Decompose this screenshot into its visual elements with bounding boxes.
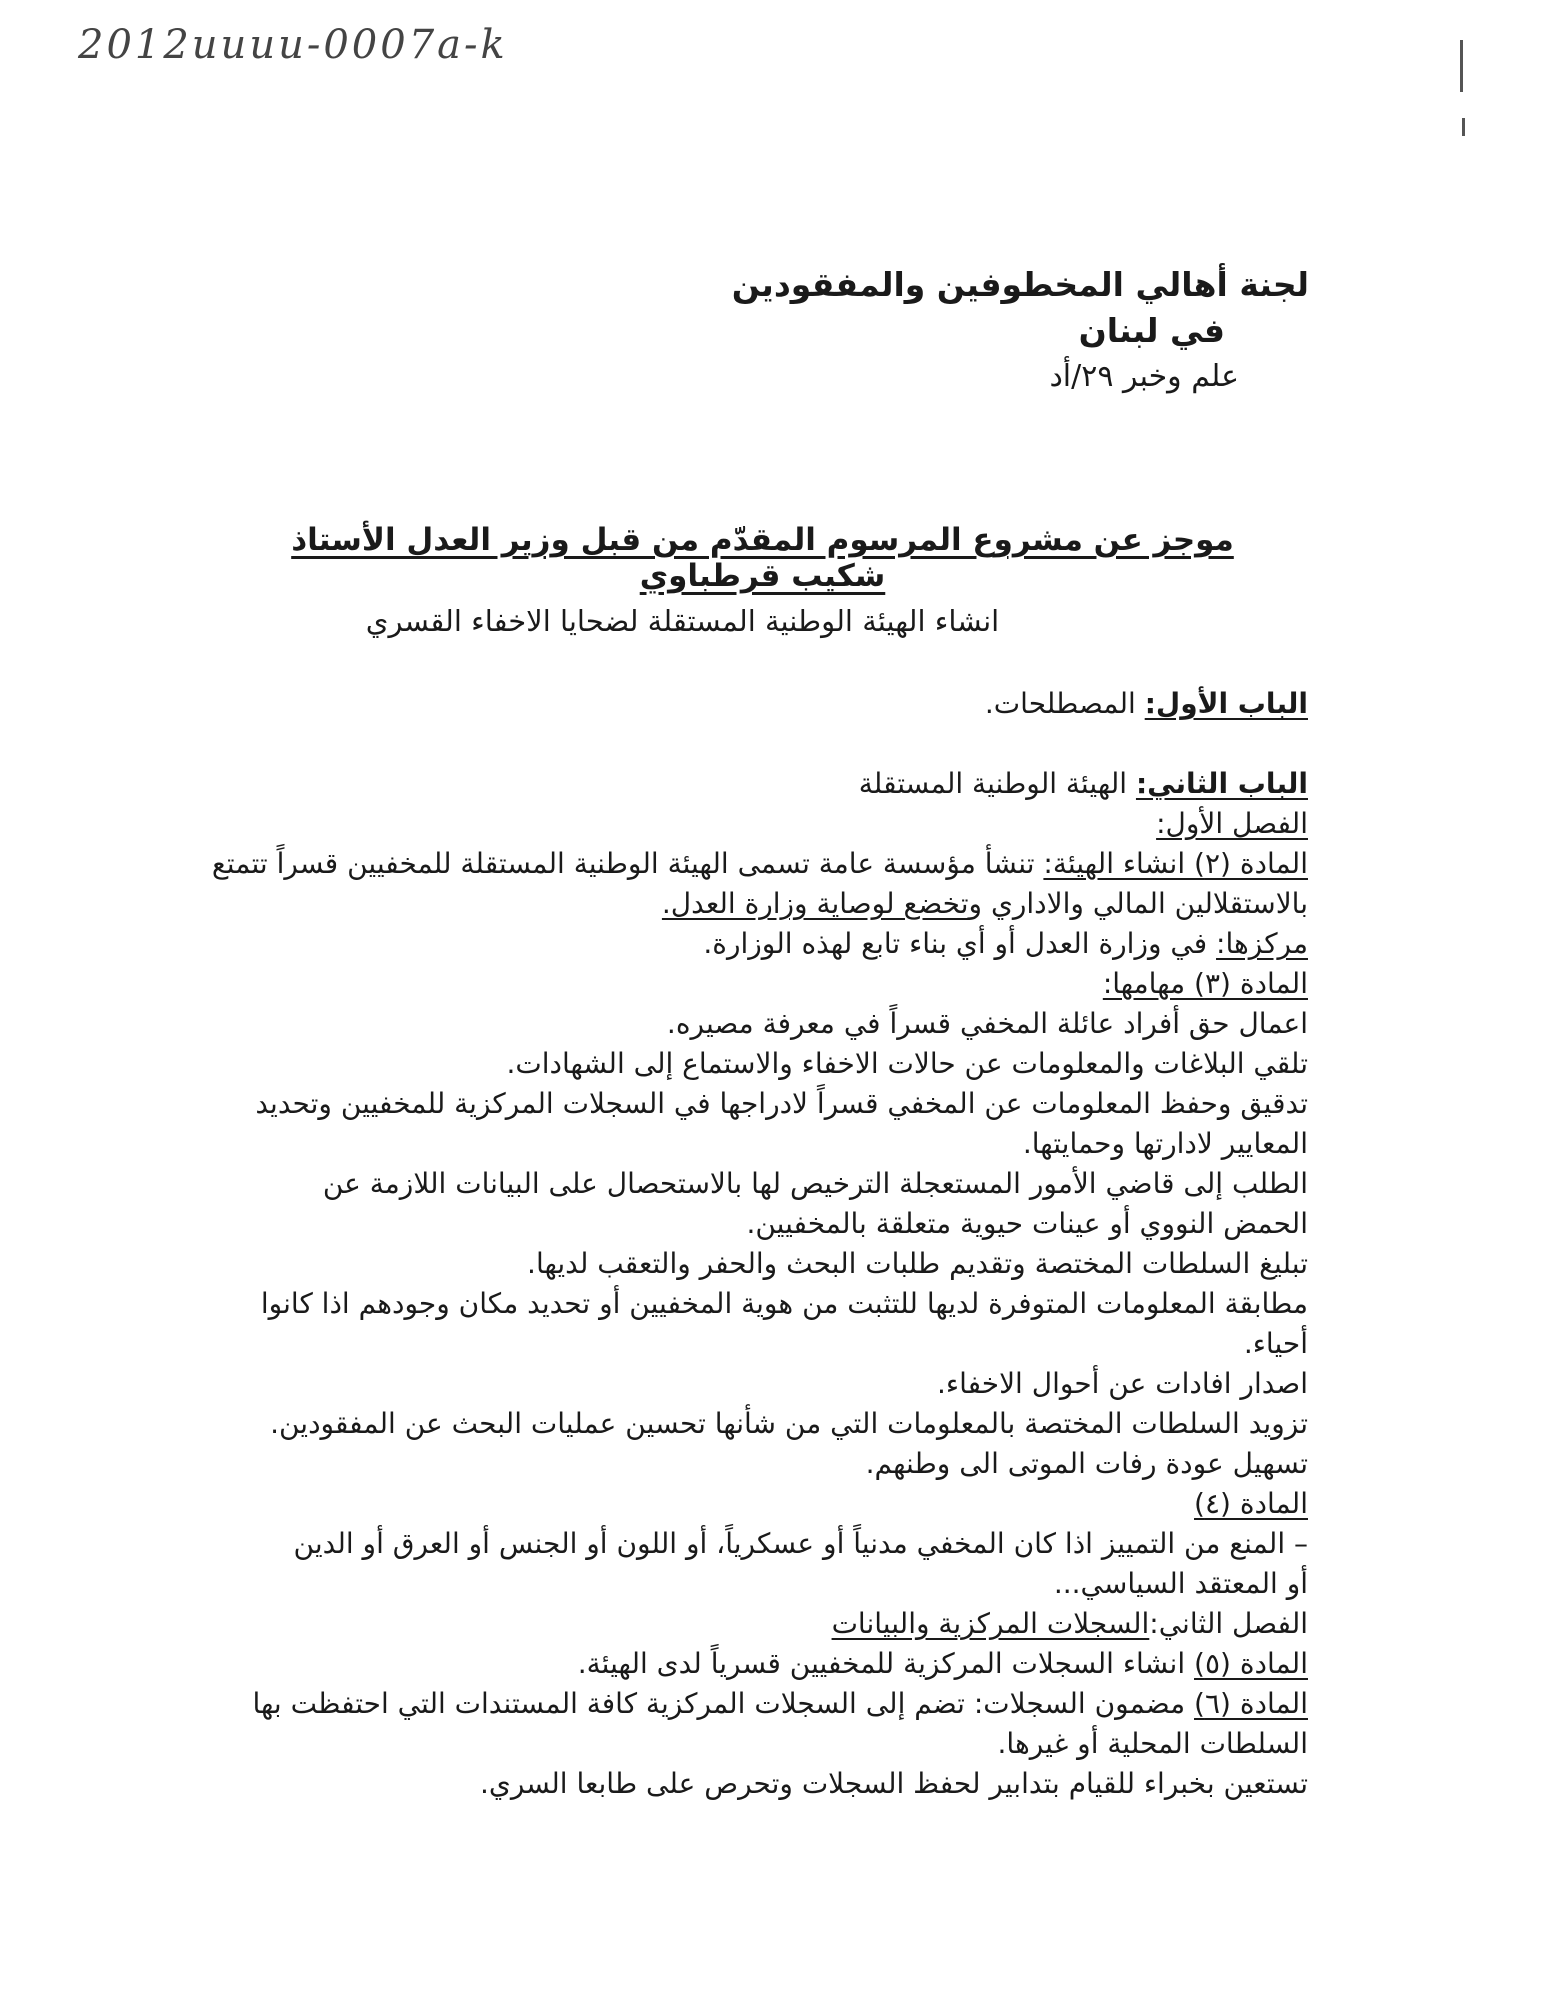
committee-location: في لبنان: [1078, 311, 1225, 350]
document-body: [211, 684, 1308, 1804]
task-line: تزويد السلطات المختصة بالمعلومات التي من شأنها تحسين عمليات البحث عن المفقودين.: [270, 1407, 1308, 1440]
article-2-line: [211, 844, 1308, 884]
article-2-label: المادة (٢) انشاء الهيئة:: [1043, 847, 1308, 880]
part-two-text: الهيئة الوطنية المستقلة: [858, 767, 1136, 800]
task-line: تدقيق وحفظ المعلومات عن المخفي قسراً لادراجها في السجلات المركزية للمخفيين وتحديد: [255, 1087, 1308, 1120]
chapter-two-text: السجلات المركزية والبيانات: [831, 1607, 1150, 1640]
headquarters-label: مركزها:: [1216, 927, 1308, 960]
article-2-continuation: [242, 884, 1308, 924]
article-6-label: المادة (٦): [1194, 1687, 1308, 1720]
task-line: اصدار افادات عن أحوال الاخفاء.: [937, 1367, 1308, 1400]
article-4-continuation: أو المعتقد السياسي...: [1053, 1567, 1308, 1600]
registration-note: علم وخبر ٢٩/أد: [1049, 359, 1239, 394]
article-4-line: [242, 1484, 1308, 1524]
task-line: اعمال حق أفراد عائلة المخفي قسراً في معرفة مصيره.: [666, 1007, 1308, 1040]
task-line: الطلب إلى قاضي الأمور المستعجلة الترخيص لها بالاستحصال على البيانات اللازمة عن: [322, 1167, 1308, 1200]
document-title: موجز عن مشروع المرسوم المقدّم من قبل وزير العدل الأستاذ شكيب قرطباوي: [291, 522, 1234, 594]
article-2-text: تنشأ مؤسسة عامة تسمى الهيئة الوطنية المستقلة للمخفيين قسراً تتمتع: [211, 847, 1044, 880]
headquarters-text: في وزارة العدل أو أي بناء تابع لهذه الوزارة.: [703, 927, 1217, 960]
task-line: تلقي البلاغات والمعلومات عن حالات الاخفاء والاستماع إلى الشهادات.: [506, 1047, 1308, 1080]
article-3-line: [242, 964, 1308, 1004]
article-4-label: المادة (٤): [1194, 1487, 1308, 1520]
chapter-one-line: [242, 804, 1308, 844]
handwritten-reference: 2012uuuu-0007a-k: [78, 22, 508, 68]
spacer: [242, 724, 1308, 764]
article-4-text: – المنع من التمييز اذا كان المخفي مدنياً أو عسكرياً، أو اللون أو الجنس أو العرق أو الدين: [293, 1527, 1308, 1560]
part-two-label: الباب الثاني:: [1135, 767, 1308, 800]
document-subtitle: انشاء الهيئة الوطنية المستقلة لضحايا الاخفاء القسري: [365, 604, 1000, 638]
scan-edge-mark: [1462, 118, 1465, 136]
task-line: مطابقة المعلومات المتوفرة لديها للتثبت من هوية المخفيين أو تحديد مكان وجودهم اذا كانوا: [260, 1287, 1308, 1320]
part-one-text: المصطلحات.: [984, 687, 1145, 720]
article-6-line: [242, 1684, 1308, 1724]
part-one-line: [242, 684, 1308, 724]
task-line: المعايير لادارتها وحمايتها.: [1022, 1127, 1308, 1160]
chapter-two-line: [242, 1604, 1308, 1644]
task-line: تبليغ السلطات المختصة وتقديم طلبات البحث والحفر والتعقب لديها.: [527, 1247, 1308, 1280]
committee-name: لجنة أهالي المخطوفين والمفقودين: [731, 265, 1309, 304]
article-6-text: مضمون السجلات: تضم إلى السجلات المركزية كافة المستندات التي احتفظت بها: [252, 1687, 1195, 1720]
closing-line: تستعين بخبراء للقيام بتدابير لحفظ السجلات وتحرص على طابعا السري.: [480, 1767, 1308, 1800]
article-5-line: [242, 1644, 1308, 1684]
headquarters-line: [242, 924, 1308, 964]
part-two-line: [242, 764, 1308, 804]
article-2-text-b: بالاستقلالين المالي والاداري و: [968, 887, 1308, 920]
article-5-text: انشاء السجلات المركزية للمخفيين قسرياً لدى الهيئة.: [577, 1647, 1195, 1680]
article-5-label: المادة (٥): [1194, 1647, 1308, 1680]
article-2-supervision: تخضع لوصاية وزارة العدل.: [661, 887, 969, 920]
chapter-one-label: الفصل الأول:: [1156, 807, 1308, 840]
task-line: أحياء.: [1243, 1327, 1308, 1360]
article-3-label: المادة (٣) مهامها:: [1102, 967, 1308, 1000]
chapter-two-label: الفصل الثاني:: [1149, 1607, 1308, 1640]
scan-edge-mark: [1460, 40, 1463, 92]
task-line: الحمض النووي أو عينات حيوية متعلقة بالمخفيين.: [746, 1207, 1308, 1240]
part-one-label: الباب الأول:: [1144, 687, 1308, 720]
document-header: [732, 262, 1309, 400]
task-line: تسهيل عودة رفات الموتى الى وطنهم.: [865, 1447, 1308, 1480]
article-6-continuation: السلطات المحلية أو غيرها.: [997, 1727, 1308, 1760]
